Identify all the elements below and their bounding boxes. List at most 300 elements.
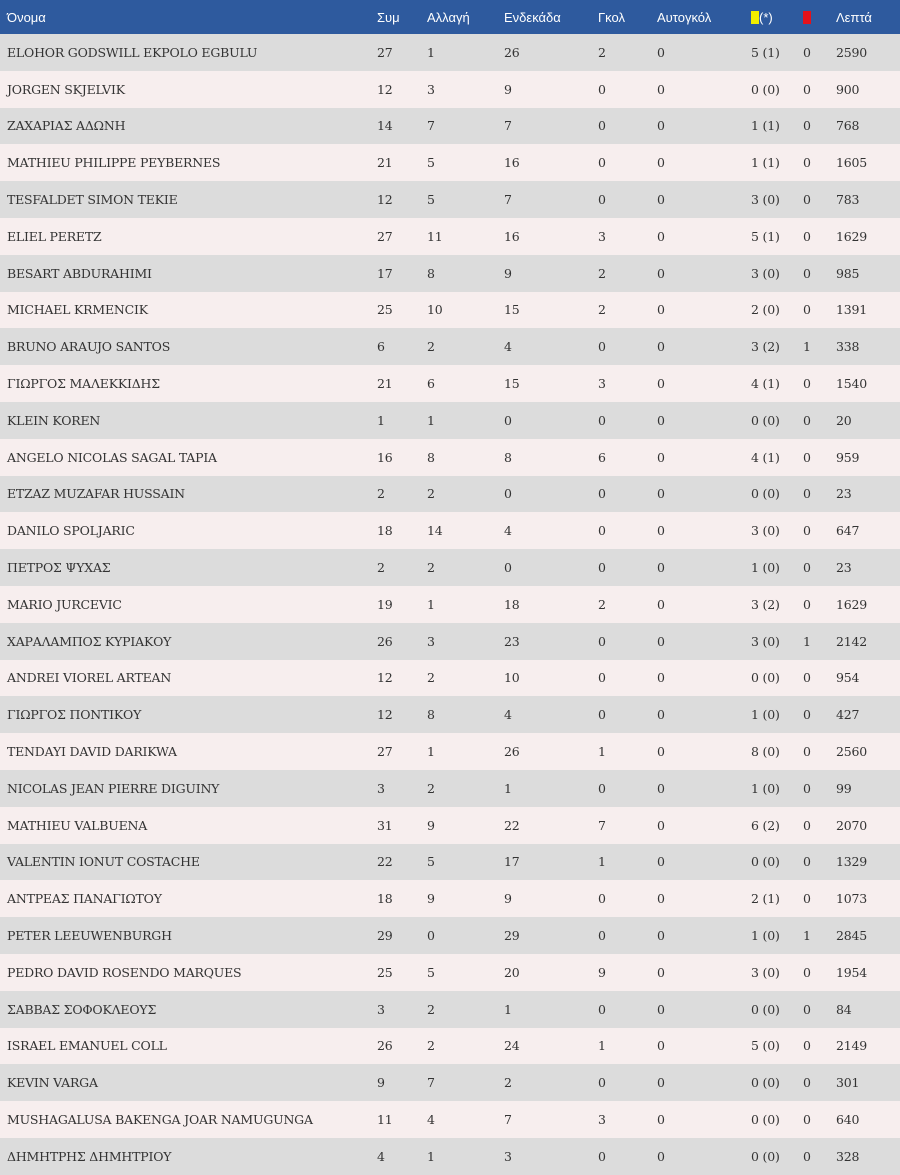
player-name: MATHIEU PHILIPPE PEYBERNES xyxy=(7,155,221,171)
red-cards-cell: 0 xyxy=(803,265,811,281)
own-goals-cell: 0 xyxy=(657,707,665,723)
apps-cell: 14 xyxy=(377,118,393,134)
header-minutes[interactable]: Λεπτά xyxy=(836,9,872,25)
starts-cell: 9 xyxy=(504,891,512,907)
player-name: DANILO SPOLJARIC xyxy=(7,523,135,539)
apps-cell: 21 xyxy=(377,155,393,171)
red-cards-cell: 0 xyxy=(803,1038,811,1054)
subs-cell: 10 xyxy=(427,302,443,318)
minutes-cell: 328 xyxy=(836,1148,860,1164)
goals-cell: 0 xyxy=(598,523,606,539)
player-name: BRUNO ARAUJO SANTOS xyxy=(7,339,171,355)
apps-cell: 4 xyxy=(377,1148,385,1164)
apps-cell: 19 xyxy=(377,596,393,612)
red-cards-cell: 0 xyxy=(803,118,811,134)
apps-cell: 21 xyxy=(377,376,393,392)
own-goals-cell: 0 xyxy=(657,486,665,502)
red-cards-cell: 0 xyxy=(803,596,811,612)
yellow-cards-cell: 8 (0) xyxy=(751,744,780,760)
table-row[interactable] xyxy=(0,917,900,954)
apps-cell: 12 xyxy=(377,670,393,686)
minutes-cell: 1629 xyxy=(836,596,868,612)
apps-cell: 25 xyxy=(377,964,393,980)
goals-cell: 2 xyxy=(598,265,606,281)
starts-cell: 10 xyxy=(504,670,520,686)
table-row[interactable] xyxy=(0,328,900,365)
red-cards-cell: 0 xyxy=(803,449,811,465)
own-goals-cell: 0 xyxy=(657,560,665,576)
starts-cell: 1 xyxy=(504,1001,512,1017)
subs-cell: 4 xyxy=(427,1112,435,1127)
minutes-cell: 427 xyxy=(836,707,860,723)
starts-cell: 7 xyxy=(504,192,512,208)
red-cards-cell: 0 xyxy=(803,670,811,686)
own-goals-cell: 0 xyxy=(657,1075,665,1091)
apps-cell: 26 xyxy=(377,633,393,649)
minutes-cell: 2590 xyxy=(836,44,868,60)
table-row[interactable] xyxy=(0,71,900,108)
apps-cell: 9 xyxy=(377,1075,385,1091)
own-goals-cell: 0 xyxy=(657,155,665,171)
red-cards-cell: 0 xyxy=(803,1075,811,1091)
yellow-cards-cell: 5 (1) xyxy=(751,44,780,60)
minutes-cell: 640 xyxy=(836,1112,860,1127)
table-row[interactable] xyxy=(0,144,900,181)
subs-cell: 1 xyxy=(427,744,435,760)
own-goals-cell: 0 xyxy=(657,780,665,796)
minutes-cell: 954 xyxy=(836,670,860,686)
own-goals-cell: 0 xyxy=(657,891,665,907)
goals-cell: 2 xyxy=(598,302,606,318)
own-goals-cell: 0 xyxy=(657,670,665,686)
minutes-cell: 2845 xyxy=(836,928,868,944)
starts-cell: 22 xyxy=(504,817,520,833)
yellow-cards-cell: 1 (1) xyxy=(751,155,780,171)
table-header-row xyxy=(0,0,900,34)
header-yellow-cards[interactable] xyxy=(751,0,803,34)
yellow-cards-cell: 3 (0) xyxy=(751,192,780,208)
apps-cell: 3 xyxy=(377,1001,385,1017)
minutes-cell: 1605 xyxy=(836,155,868,171)
starts-cell: 23 xyxy=(504,633,520,649)
header-red-cards[interactable] xyxy=(803,0,836,34)
red-cards-cell: 0 xyxy=(803,302,811,318)
player-name: ANGELO NICOLAS SAGAL TAPIA xyxy=(7,449,217,465)
goals-cell: 1 xyxy=(598,744,606,760)
red-cards-cell: 0 xyxy=(803,780,811,796)
yellow-cards-cell: 0 (0) xyxy=(751,1112,780,1127)
player-name: ETZAZ MUZAFAR HUSSAIN xyxy=(7,486,185,502)
player-name: NICOLAS JEAN PIERRE DIGUINY xyxy=(7,780,220,796)
table-row[interactable] xyxy=(0,770,900,807)
starts-cell: 16 xyxy=(504,155,520,171)
minutes-cell: 338 xyxy=(836,339,860,355)
table-body xyxy=(0,34,900,1175)
table-row[interactable] xyxy=(0,1138,900,1175)
own-goals-cell: 0 xyxy=(657,744,665,760)
red-cards-cell: 0 xyxy=(803,817,811,833)
red-cards-cell: 0 xyxy=(803,964,811,980)
subs-cell: 5 xyxy=(427,155,435,171)
header-goals[interactable]: Γκολ xyxy=(598,9,625,25)
red-cards-cell: 0 xyxy=(803,523,811,539)
minutes-cell: 768 xyxy=(836,118,860,134)
table-row[interactable] xyxy=(0,181,900,218)
yellow-cards-cell: 1 (1) xyxy=(751,118,780,134)
table-row[interactable] xyxy=(0,34,900,71)
own-goals-cell: 0 xyxy=(657,449,665,465)
subs-cell: 1 xyxy=(427,412,435,428)
subs-cell: 1 xyxy=(427,44,435,60)
subs-cell: 3 xyxy=(427,81,435,97)
apps-cell: 2 xyxy=(377,486,385,502)
goals-cell: 3 xyxy=(598,376,606,392)
goals-cell: 0 xyxy=(598,339,606,355)
player-name: ΑΝΤΡΕΑΣ ΠΑΝΑΓΙΩΤΟΥ xyxy=(7,891,162,907)
player-name: ANDREI VIOREL ARTEAN xyxy=(7,670,172,686)
minutes-cell: 1073 xyxy=(836,891,868,907)
starts-cell: 16 xyxy=(504,228,520,244)
subs-cell: 6 xyxy=(427,376,435,392)
player-name: MICHAEL KRMENCIK xyxy=(7,302,148,318)
red-cards-cell: 0 xyxy=(803,560,811,576)
minutes-cell: 2070 xyxy=(836,817,868,833)
apps-cell: 2 xyxy=(377,560,385,576)
starts-cell: 24 xyxy=(504,1038,520,1054)
own-goals-cell: 0 xyxy=(657,302,665,318)
starts-cell: 1 xyxy=(504,780,512,796)
minutes-cell: 1391 xyxy=(836,302,868,318)
red-cards-cell: 0 xyxy=(803,376,811,392)
subs-cell: 5 xyxy=(427,192,435,208)
minutes-cell: 900 xyxy=(836,81,860,97)
subs-cell: 8 xyxy=(427,707,435,723)
own-goals-cell: 0 xyxy=(657,523,665,539)
own-goals-cell: 0 xyxy=(657,44,665,60)
own-goals-cell: 0 xyxy=(657,964,665,980)
player-name: ISRAEL EMANUEL COLL xyxy=(7,1038,167,1054)
table-row[interactable] xyxy=(0,880,900,917)
table-row[interactable] xyxy=(0,512,900,549)
player-name: ΠΕΤΡΟΣ ΨΥΧΑΣ xyxy=(7,560,111,576)
minutes-cell: 2560 xyxy=(836,744,868,760)
own-goals-cell: 0 xyxy=(657,228,665,244)
minutes-cell: 2149 xyxy=(836,1038,868,1054)
red-cards-cell: 0 xyxy=(803,81,811,97)
subs-cell: 0 xyxy=(427,928,435,944)
player-name: ΖΑΧΑΡΙΑΣ ΑΔΩΝΗ xyxy=(7,118,126,134)
player-name: MATHIEU VALBUENA xyxy=(7,817,148,833)
yellow-cards-cell: 5 (1) xyxy=(751,228,780,244)
yellow-cards-cell: 0 (0) xyxy=(751,854,780,870)
table-row[interactable] xyxy=(0,402,900,439)
goals-cell: 0 xyxy=(598,780,606,796)
subs-cell: 7 xyxy=(427,118,435,134)
minutes-cell: 2142 xyxy=(836,633,868,649)
goals-cell: 0 xyxy=(598,1075,606,1091)
apps-cell: 27 xyxy=(377,228,393,244)
own-goals-cell: 0 xyxy=(657,81,665,97)
yellow-cards-cell: 1 (0) xyxy=(751,707,780,723)
red-cards-cell: 0 xyxy=(803,854,811,870)
red-cards-cell: 0 xyxy=(803,744,811,760)
table-row[interactable] xyxy=(0,108,900,145)
yellow-cards-cell: 0 (0) xyxy=(751,486,780,502)
subs-cell: 11 xyxy=(427,228,443,244)
subs-cell: 2 xyxy=(427,780,435,796)
goals-cell: 3 xyxy=(598,228,606,244)
goals-cell: 0 xyxy=(598,81,606,97)
player-name: KLEIN KOREN xyxy=(7,412,101,428)
header-own-goals[interactable]: Αυτογκόλ xyxy=(657,9,712,25)
subs-cell: 2 xyxy=(427,560,435,576)
yellow-card-icon xyxy=(751,11,759,24)
goals-cell: 0 xyxy=(598,192,606,208)
player-name: MARIO JURCEVIC xyxy=(7,596,122,612)
player-name: KEVIN VARGA xyxy=(7,1075,98,1091)
apps-cell: 12 xyxy=(377,81,393,97)
goals-cell: 0 xyxy=(598,1148,606,1164)
apps-cell: 27 xyxy=(377,44,393,60)
table-row[interactable] xyxy=(0,696,900,733)
apps-cell: 3 xyxy=(377,780,385,796)
starts-cell: 7 xyxy=(504,118,512,134)
player-name: ΔΗΜΗΤΡΗΣ ΔΗΜΗΤΡΙΟΥ xyxy=(7,1148,172,1164)
red-cards-cell: 0 xyxy=(803,707,811,723)
subs-cell: 2 xyxy=(427,339,435,355)
goals-cell: 6 xyxy=(598,449,606,465)
player-name: ΣΑΒΒΑΣ ΣΟΦΟΚΛΕΟΥΣ xyxy=(7,1001,157,1017)
table-row[interactable] xyxy=(0,660,900,697)
goals-cell: 0 xyxy=(598,118,606,134)
table-row[interactable] xyxy=(0,954,900,991)
red-cards-cell: 0 xyxy=(803,412,811,428)
own-goals-cell: 0 xyxy=(657,1148,665,1164)
header-starts[interactable]: Ενδεκάδα xyxy=(504,9,561,25)
minutes-cell: 959 xyxy=(836,449,860,465)
goals-cell: 1 xyxy=(598,854,606,870)
apps-cell: 22 xyxy=(377,854,393,870)
yellow-cards-cell: 2 (1) xyxy=(751,891,780,907)
starts-cell: 18 xyxy=(504,596,520,612)
yellow-cards-cell: 0 (0) xyxy=(751,412,780,428)
subs-cell: 1 xyxy=(427,596,435,612)
yellow-cards-cell: 0 (0) xyxy=(751,81,780,97)
player-name: PETER LEEUWENBURGH xyxy=(7,928,172,944)
yellow-cards-cell: 1 (0) xyxy=(751,780,780,796)
starts-cell: 15 xyxy=(504,376,520,392)
minutes-cell: 301 xyxy=(836,1075,860,1091)
red-cards-cell: 0 xyxy=(803,1001,811,1017)
own-goals-cell: 0 xyxy=(657,376,665,392)
table-row[interactable] xyxy=(0,1101,900,1138)
apps-cell: 12 xyxy=(377,192,393,208)
minutes-cell: 1954 xyxy=(836,964,868,980)
player-name: ΧΑΡΑΛΑΜΠΟΣ ΚΥΡΙΑΚΟΥ xyxy=(7,633,172,649)
yellow-cards-cell: 3 (0) xyxy=(751,964,780,980)
subs-cell: 8 xyxy=(427,265,435,281)
yellow-cards-cell: 0 (0) xyxy=(751,1148,780,1164)
goals-cell: 7 xyxy=(598,817,606,833)
own-goals-cell: 0 xyxy=(657,1038,665,1054)
apps-cell: 29 xyxy=(377,928,393,944)
starts-cell: 0 xyxy=(504,486,512,502)
player-name: ΓΙΩΡΓΟΣ ΜΑΛΕΚΚΙΔΗΣ xyxy=(7,376,160,392)
table-row[interactable] xyxy=(0,623,900,660)
red-card-icon xyxy=(803,11,811,24)
yellow-cards-cell: 3 (0) xyxy=(751,265,780,281)
minutes-cell: 985 xyxy=(836,265,860,281)
subs-cell: 7 xyxy=(427,1075,435,1091)
yellow-cards-cell: 1 (0) xyxy=(751,560,780,576)
starts-cell: 4 xyxy=(504,523,512,539)
own-goals-cell: 0 xyxy=(657,265,665,281)
red-cards-cell: 1 xyxy=(803,633,811,649)
apps-cell: 31 xyxy=(377,817,393,833)
yellow-cards-cell: 0 (0) xyxy=(751,1001,780,1017)
goals-cell: 1 xyxy=(598,1038,606,1054)
own-goals-cell: 0 xyxy=(657,854,665,870)
yellow-cards-cell: 3 (0) xyxy=(751,523,780,539)
subs-cell: 1 xyxy=(427,1148,435,1164)
red-cards-cell: 1 xyxy=(803,339,811,355)
subs-cell: 5 xyxy=(427,854,435,870)
header-yellow-suffix: (*) xyxy=(759,9,773,25)
player-name: BESART ABDURAHIMI xyxy=(7,265,152,281)
minutes-cell: 23 xyxy=(836,560,852,576)
minutes-cell: 783 xyxy=(836,192,860,208)
header-subs[interactable]: Αλλαγή xyxy=(427,9,470,25)
own-goals-cell: 0 xyxy=(657,339,665,355)
table-row[interactable] xyxy=(0,991,900,1028)
apps-cell: 1 xyxy=(377,412,385,428)
starts-cell: 0 xyxy=(504,412,512,428)
starts-cell: 20 xyxy=(504,964,520,980)
starts-cell: 2 xyxy=(504,1075,512,1091)
starts-cell: 0 xyxy=(504,560,512,576)
subs-cell: 2 xyxy=(427,1038,435,1054)
own-goals-cell: 0 xyxy=(657,118,665,134)
yellow-cards-cell: 0 (0) xyxy=(751,670,780,686)
player-name: PEDRO DAVID ROSENDO MARQUES xyxy=(7,964,242,980)
apps-cell: 27 xyxy=(377,744,393,760)
starts-cell: 17 xyxy=(504,854,520,870)
red-cards-cell: 0 xyxy=(803,155,811,171)
table-row[interactable] xyxy=(0,439,900,476)
table-row[interactable] xyxy=(0,807,900,844)
minutes-cell: 23 xyxy=(836,486,852,502)
apps-cell: 18 xyxy=(377,523,393,539)
own-goals-cell: 0 xyxy=(657,596,665,612)
goals-cell: 0 xyxy=(598,412,606,428)
red-cards-cell: 0 xyxy=(803,1112,811,1127)
yellow-cards-cell: 4 (1) xyxy=(751,376,780,392)
subs-cell: 9 xyxy=(427,891,435,907)
table-row[interactable] xyxy=(0,733,900,770)
goals-cell: 9 xyxy=(598,964,606,980)
yellow-cards-cell: 3 (0) xyxy=(751,633,780,649)
apps-cell: 6 xyxy=(377,339,385,355)
apps-cell: 25 xyxy=(377,302,393,318)
starts-cell: 9 xyxy=(504,81,512,97)
table-row[interactable] xyxy=(0,844,900,881)
table-row[interactable] xyxy=(0,1028,900,1065)
red-cards-cell: 1 xyxy=(803,928,811,944)
goals-cell: 0 xyxy=(598,707,606,723)
yellow-cards-cell: 3 (2) xyxy=(751,339,780,355)
starts-cell: 4 xyxy=(504,707,512,723)
player-name: ELIEL PERETZ xyxy=(7,228,102,244)
subs-cell: 8 xyxy=(427,449,435,465)
starts-cell: 8 xyxy=(504,449,512,465)
own-goals-cell: 0 xyxy=(657,1001,665,1017)
yellow-cards-cell: 5 (0) xyxy=(751,1038,780,1054)
table-row[interactable] xyxy=(0,365,900,402)
starts-cell: 29 xyxy=(504,928,520,944)
goals-cell: 0 xyxy=(598,560,606,576)
yellow-cards-cell: 3 (2) xyxy=(751,596,780,612)
player-name: TENDAYI DAVID DARIKWA xyxy=(7,744,177,760)
apps-cell: 12 xyxy=(377,707,393,723)
subs-cell: 3 xyxy=(427,633,435,649)
table-row[interactable] xyxy=(0,586,900,623)
goals-cell: 0 xyxy=(598,1001,606,1017)
header-name[interactable]: Όνομα xyxy=(7,9,46,25)
table-row[interactable] xyxy=(0,476,900,513)
starts-cell: 26 xyxy=(504,744,520,760)
player-name: VALENTIN IONUT COSTACHE xyxy=(7,854,200,870)
table-row[interactable] xyxy=(0,1064,900,1101)
goals-cell: 0 xyxy=(598,670,606,686)
player-name: ΓΙΩΡΓΟΣ ΠΟΝΤΙΚΟΥ xyxy=(7,707,142,723)
own-goals-cell: 0 xyxy=(657,412,665,428)
red-cards-cell: 0 xyxy=(803,44,811,60)
apps-cell: 18 xyxy=(377,891,393,907)
own-goals-cell: 0 xyxy=(657,1112,665,1127)
red-cards-cell: 0 xyxy=(803,1148,811,1164)
header-apps[interactable]: Συμ xyxy=(377,9,400,25)
minutes-cell: 84 xyxy=(836,1001,852,1017)
player-name: MUSHAGALUSA BAKENGA JOAR NAMUGUNGA xyxy=(7,1112,313,1127)
yellow-cards-cell: 2 (0) xyxy=(751,302,780,318)
subs-cell: 5 xyxy=(427,964,435,980)
starts-cell: 7 xyxy=(504,1112,512,1127)
goals-cell: 3 xyxy=(598,1112,606,1127)
table-row[interactable] xyxy=(0,292,900,329)
minutes-cell: 20 xyxy=(836,412,852,428)
goals-cell: 0 xyxy=(598,155,606,171)
table-row[interactable] xyxy=(0,218,900,255)
goals-cell: 0 xyxy=(598,486,606,502)
yellow-cards-cell: 0 (0) xyxy=(751,1075,780,1091)
table-row[interactable] xyxy=(0,255,900,292)
minutes-cell: 647 xyxy=(836,523,860,539)
own-goals-cell: 0 xyxy=(657,633,665,649)
goals-cell: 0 xyxy=(598,633,606,649)
own-goals-cell: 0 xyxy=(657,928,665,944)
minutes-cell: 1540 xyxy=(836,376,868,392)
red-cards-cell: 0 xyxy=(803,486,811,502)
table-row[interactable] xyxy=(0,549,900,586)
minutes-cell: 1629 xyxy=(836,228,868,244)
apps-cell: 17 xyxy=(377,265,393,281)
starts-cell: 26 xyxy=(504,44,520,60)
player-name: JORGEN SKJELVIK xyxy=(7,81,125,97)
red-cards-cell: 0 xyxy=(803,891,811,907)
starts-cell: 15 xyxy=(504,302,520,318)
apps-cell: 26 xyxy=(377,1038,393,1054)
player-name: TESFALDET SIMON TEKIE xyxy=(7,192,178,208)
